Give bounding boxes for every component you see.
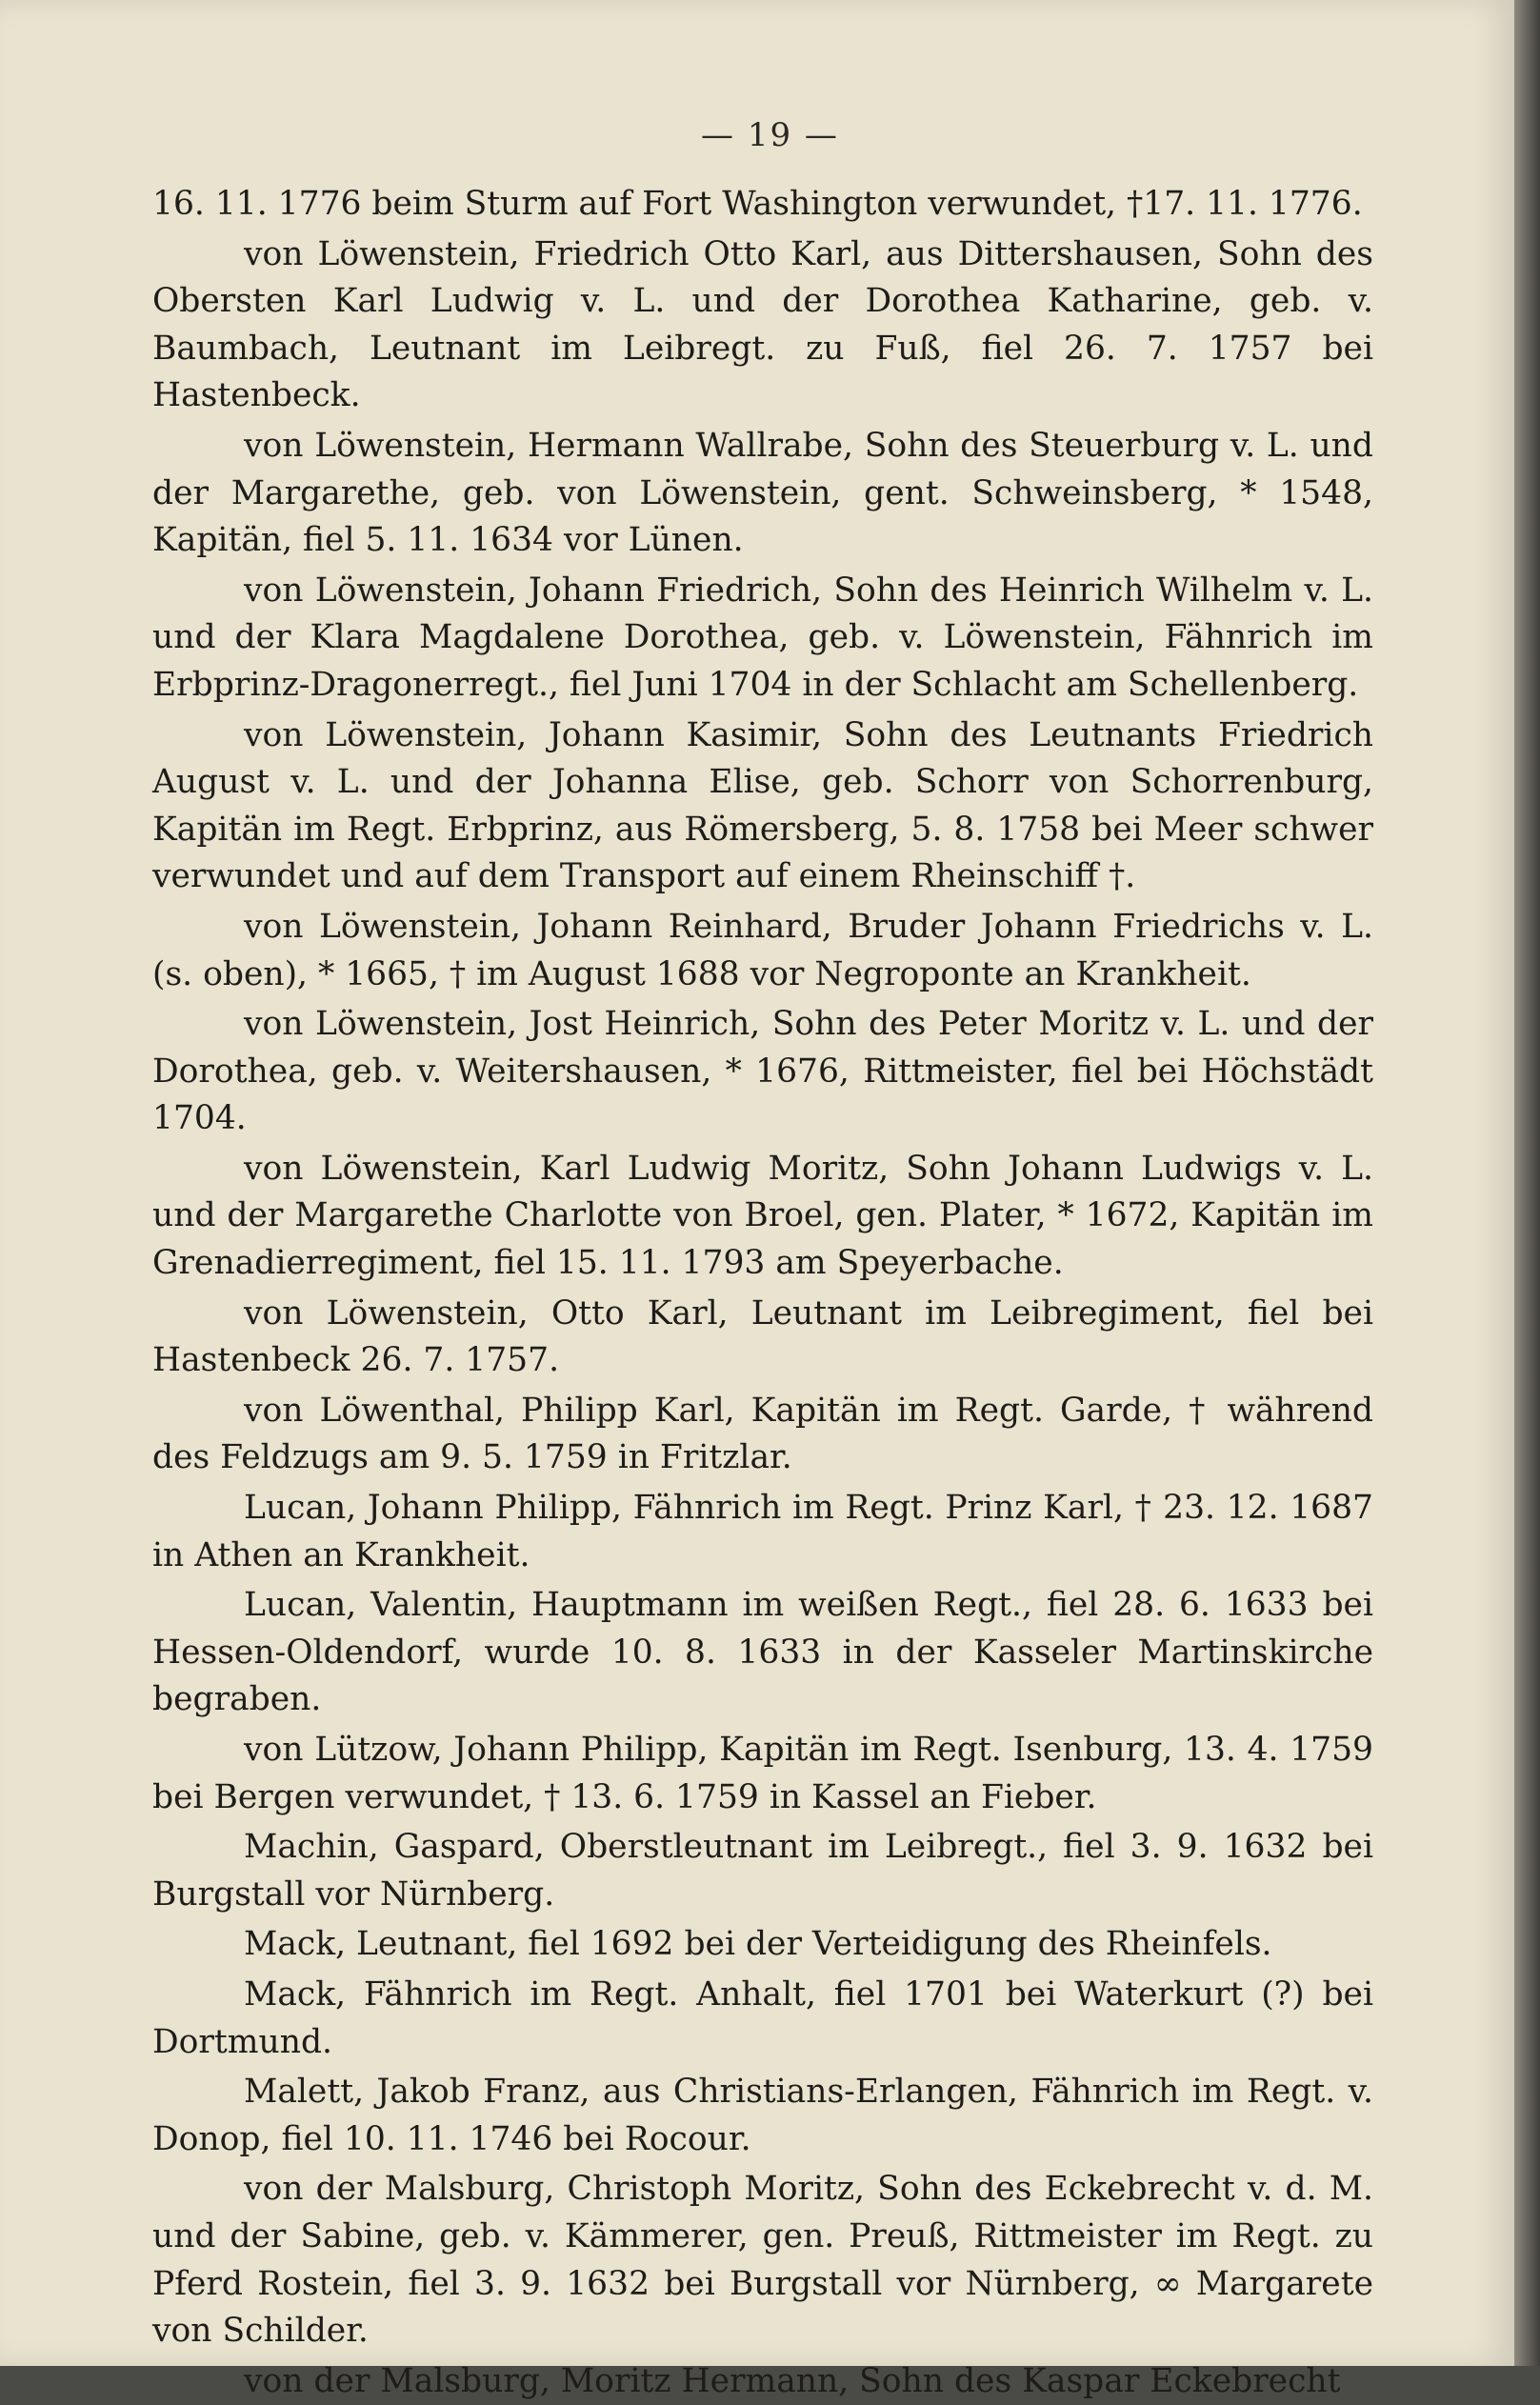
entry: von Löwenthal, Philipp Karl, Kapitän im Regt. Garde, † während des Feldzugs am 9. 5. 1759 in Fritzlar. xyxy=(152,1391,1373,1477)
entry: Malett, Jakob Franz, aus Christians-Erlangen, Fähnrich im Regt. v. Donop, fiel 10. 11. 1746 bei Rocour. xyxy=(152,2073,1373,2158)
entry: Machin, Gaspard, Oberstleutnant im Leibregt., fiel 3. 9. 1632 bei Burgstall vor Nürnberg. xyxy=(152,1828,1373,1914)
page-number: — 19 — xyxy=(701,116,839,154)
entry: 16. 11. 1776 beim Sturm auf Fort Washington verwundet, †17. 11. 1776. xyxy=(152,185,1363,223)
entry: von der Malsburg, Christoph Moritz, Sohn des Eckebrecht v. d. M. und der Sabine, geb. v. Kämmerer, gen. Preuß, Rittmeister im Regt. zu Pferd Rostein, fiel 3. 9. 1632 bei Burgstall vor Nürnberg, ∞ Margarete von Schilder. xyxy=(152,2170,1373,2351)
entry: von Löwenstein, Johann Reinhard, Bruder Johann Friedrichs v. L. (s. oben), * 1665, † im August 1688 vor Negroponte an Krankheit. xyxy=(152,907,1373,993)
entry: von der Malsburg, Moritz Hermann, Sohn des Kaspar Eckebrecht xyxy=(244,2361,1341,2400)
page-text xyxy=(152,181,1373,2405)
entry: von Löwenstein, Karl Ludwig Moritz, Sohn Johann Ludwigs v. L. und der Margarethe Charlotte von Broel, gen. Plater, * 1672, Kapitän im Grenadierregiment, fiel 15. 11. 1793 am Speyerbache. xyxy=(152,1149,1373,1283)
entry: von Löwenstein, Johann Kasimir, Sohn des Leutnants Friedrich August v. L. und der Johanna Elise, geb. Schorr von Schorrenburg, Kapitän im Regt. Erbprinz, aus Römersberg, 5. 8. 1758 bei Meer schwer verwundet und auf dem Transport auf einem Rheinschiff †. xyxy=(152,715,1373,896)
entry: Mack, Leutnant, fiel 1692 bei der Verteidigung des Rheinfels. xyxy=(244,1925,1272,1964)
entry: von Löwenstein, Friedrich Otto Karl, aus Dittershausen, Sohn des Obersten Karl Ludwig v. L. und der Dorothea Katharine, geb. v. Baumbach, Leutnant im Leibregt. zu Fuß, fiel 26. 7. 1757 bei Hastenbeck. xyxy=(152,234,1373,415)
entry: Lucan, Valentin, Hauptmann im weißen Regt., fiel 28. 6. 1633 bei Hessen-Oldendorf, wurde 10. 8. 1633 in der Kasseler Martinskirche begraben. xyxy=(152,1586,1373,1719)
entry: Lucan, Johann Philipp, Fähnrich im Regt. Prinz Karl, † 23. 12. 1687 in Athen an Krankheit. xyxy=(152,1489,1373,1574)
entry: von Löwenstein, Johann Friedrich, Sohn des Heinrich Wilhelm v. L. und der Klara Magdalene Dorothea, geb. v. Löwenstein, Fähnrich im Erbprinz-Dragonerregt., fiel Juni 1704 in der Schlacht am Schellenberg. xyxy=(152,571,1373,704)
entry: von Löwenstein, Jost Heinrich, Sohn des Peter Moritz v. L. und der Dorothea, geb. v. Weitershausen, * 1676, Rittmeister, fiel bei Höchstädt 1704. xyxy=(152,1005,1373,1138)
entry: von Löwenstein, Otto Karl, Leutnant im Leibregiment, fiel bei Hastenbeck 26. 7. 1757. xyxy=(152,1293,1373,1380)
entry: von Löwenstein, Hermann Wallrabe, Sohn des Steuerburg v. L. und der Margarethe, geb. von Löwenstein, gent. Schweinsberg, * 1548, Kapitän, fiel 5. 11. 1634 vor Lünen. xyxy=(152,426,1373,560)
entry: von Lützow, Johann Philipp, Kapitän im Regt. Isenburg, 13. 4. 1759 bei Bergen verwundet, † 13. 6. 1759 in Kassel an Fieber. xyxy=(152,1731,1373,1816)
book-spine-edge xyxy=(1514,0,1540,2366)
entry: Mack, Fähnrich im Regt. Anhalt, fiel 1701 bei Waterkurt (?) bei Dortmund. xyxy=(152,1974,1373,2061)
